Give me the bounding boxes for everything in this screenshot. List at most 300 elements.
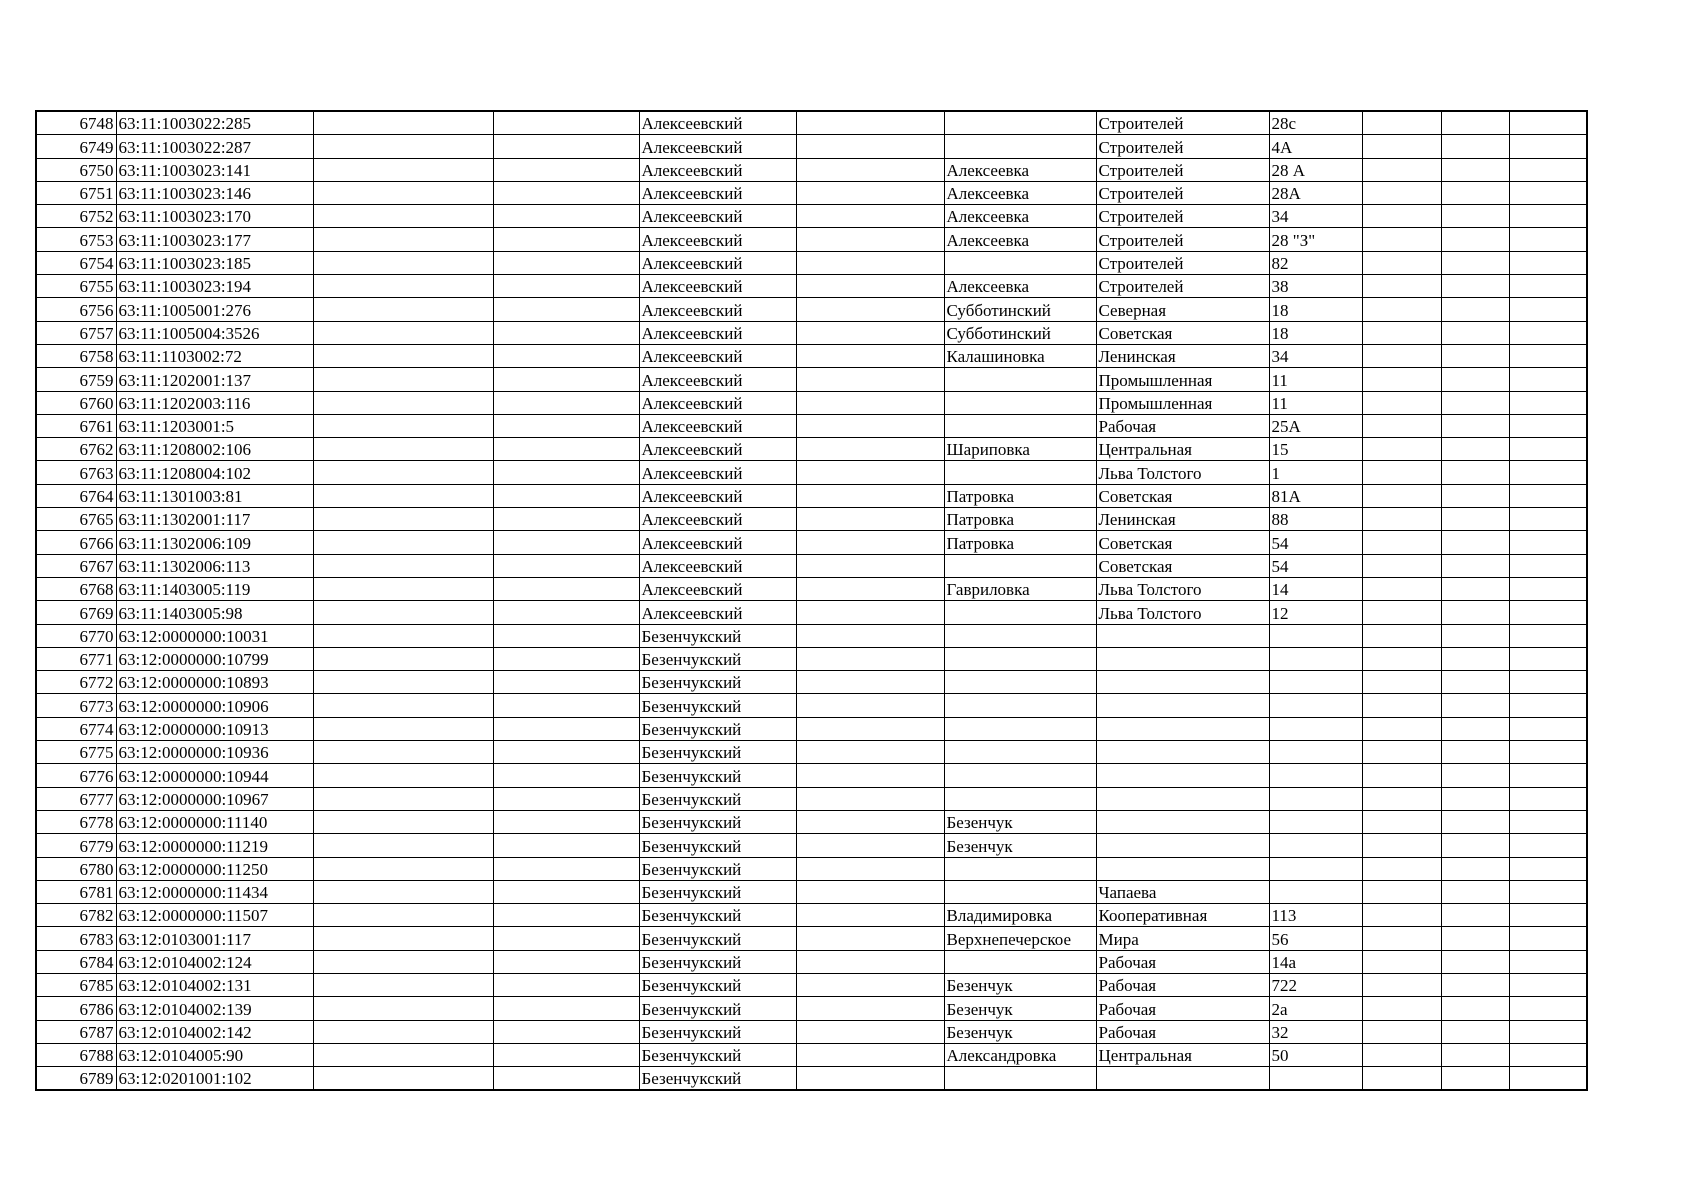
empty-cell: [1441, 950, 1509, 973]
empty-cell: [1441, 135, 1509, 158]
locality-cell: Патровка: [944, 484, 1096, 507]
street-cell: Строителей: [1096, 205, 1269, 228]
empty-cell: [313, 414, 493, 437]
district-cell: Безенчукский: [639, 997, 796, 1020]
empty-cell: [493, 1020, 639, 1043]
cadastral-number: 63:11:1003023:185: [116, 251, 313, 274]
district-cell: Безенчукский: [639, 973, 796, 996]
house-cell: 28А: [1269, 181, 1362, 204]
row-number: 6752: [36, 205, 116, 228]
empty-cell: [1509, 158, 1587, 181]
empty-cell: [1509, 181, 1587, 204]
cadastral-number: 63:11:1403005:119: [116, 577, 313, 600]
locality-cell: Патровка: [944, 508, 1096, 531]
empty-cell: [493, 275, 639, 298]
house-cell: [1269, 857, 1362, 880]
row-number: 6782: [36, 904, 116, 927]
cadastral-number: 63:12:0201001:102: [116, 1067, 313, 1091]
table-row: [36, 1020, 1587, 1043]
table-row: [36, 484, 1587, 507]
empty-cell: [1441, 181, 1509, 204]
district-cell: Алексеевский: [639, 111, 796, 135]
empty-cell: [1441, 1067, 1509, 1091]
locality-cell: Алексеевка: [944, 205, 1096, 228]
row-number: 6783: [36, 927, 116, 950]
empty-cell: [1441, 880, 1509, 903]
table-row: [36, 228, 1587, 251]
empty-cell: [796, 181, 944, 204]
street-cell: Строителей: [1096, 158, 1269, 181]
empty-cell: [313, 577, 493, 600]
empty-cell: [1509, 787, 1587, 810]
empty-cell: [493, 997, 639, 1020]
empty-cell: [313, 927, 493, 950]
empty-cell: [313, 950, 493, 973]
empty-cell: [1441, 671, 1509, 694]
district-cell: Безенчукский: [639, 834, 796, 857]
table-row: [36, 554, 1587, 577]
cadastral-number: 63:12:0103001:117: [116, 927, 313, 950]
empty-cell: [1441, 694, 1509, 717]
empty-cell: [796, 904, 944, 927]
empty-cell: [493, 973, 639, 996]
district-cell: Алексеевский: [639, 438, 796, 461]
cadastral-number: 63:11:1003023:177: [116, 228, 313, 251]
empty-cell: [1441, 1043, 1509, 1066]
locality-cell: Алексеевка: [944, 275, 1096, 298]
locality-cell: [944, 880, 1096, 903]
empty-cell: [1362, 531, 1441, 554]
row-number: 6750: [36, 158, 116, 181]
district-cell: Алексеевский: [639, 298, 796, 321]
empty-cell: [1441, 368, 1509, 391]
empty-cell: [1362, 275, 1441, 298]
district-cell: Безенчукский: [639, 1020, 796, 1043]
locality-cell: [944, 554, 1096, 577]
house-cell: 28 "З": [1269, 228, 1362, 251]
locality-cell: [944, 647, 1096, 670]
empty-cell: [796, 741, 944, 764]
row-number: 6768: [36, 577, 116, 600]
street-cell: Рабочая: [1096, 997, 1269, 1020]
empty-cell: [493, 624, 639, 647]
house-cell: 32: [1269, 1020, 1362, 1043]
street-cell: Кооперативная: [1096, 904, 1269, 927]
row-number: 6759: [36, 368, 116, 391]
empty-cell: [1362, 321, 1441, 344]
cadastral-number: 63:12:0000000:11250: [116, 857, 313, 880]
locality-cell: Субботинский: [944, 321, 1096, 344]
street-cell: Чапаева: [1096, 880, 1269, 903]
table-row: [36, 368, 1587, 391]
locality-cell: [944, 764, 1096, 787]
house-cell: 50: [1269, 1043, 1362, 1066]
cadastral-number: 63:12:0000000:10799: [116, 647, 313, 670]
district-cell: Алексеевский: [639, 228, 796, 251]
locality-cell: Безенчук: [944, 810, 1096, 833]
table-row: [36, 438, 1587, 461]
empty-cell: [1362, 158, 1441, 181]
empty-cell: [796, 787, 944, 810]
cadastral-number: 63:12:0000000:11507: [116, 904, 313, 927]
table-row: [36, 857, 1587, 880]
house-cell: 34: [1269, 344, 1362, 367]
row-number: 6765: [36, 508, 116, 531]
house-cell: 81А: [1269, 484, 1362, 507]
empty-cell: [493, 694, 639, 717]
cadastral-number: 63:11:1302006:113: [116, 554, 313, 577]
district-cell: Безенчукский: [639, 787, 796, 810]
row-number: 6773: [36, 694, 116, 717]
empty-cell: [1441, 741, 1509, 764]
row-number: 6757: [36, 321, 116, 344]
empty-cell: [493, 857, 639, 880]
empty-cell: [493, 927, 639, 950]
empty-cell: [1441, 275, 1509, 298]
empty-cell: [1441, 717, 1509, 740]
table-row: [36, 787, 1587, 810]
cadastral-number: 63:11:1301003:81: [116, 484, 313, 507]
locality-cell: Безенчук: [944, 973, 1096, 996]
empty-cell: [1441, 461, 1509, 484]
empty-cell: [313, 973, 493, 996]
empty-cell: [796, 484, 944, 507]
empty-cell: [1509, 461, 1587, 484]
empty-cell: [493, 251, 639, 274]
empty-cell: [1509, 810, 1587, 833]
empty-cell: [493, 111, 639, 135]
empty-cell: [796, 601, 944, 624]
cadastral-number: 63:12:0104002:142: [116, 1020, 313, 1043]
empty-cell: [1509, 484, 1587, 507]
table-row: [36, 1067, 1587, 1091]
empty-cell: [796, 834, 944, 857]
street-cell: [1096, 834, 1269, 857]
cadastral-number: 63:11:1202003:116: [116, 391, 313, 414]
empty-cell: [796, 205, 944, 228]
locality-cell: Субботинский: [944, 298, 1096, 321]
empty-cell: [1441, 834, 1509, 857]
empty-cell: [313, 857, 493, 880]
empty-cell: [493, 950, 639, 973]
empty-cell: [1509, 344, 1587, 367]
row-number: 6772: [36, 671, 116, 694]
district-cell: Алексеевский: [639, 461, 796, 484]
empty-cell: [1441, 810, 1509, 833]
table-row: [36, 414, 1587, 437]
street-cell: Центральная: [1096, 438, 1269, 461]
cadastral-number: 63:11:1302006:109: [116, 531, 313, 554]
empty-cell: [1362, 205, 1441, 228]
empty-cell: [313, 321, 493, 344]
empty-cell: [1362, 904, 1441, 927]
district-cell: Алексеевский: [639, 577, 796, 600]
empty-cell: [313, 647, 493, 670]
district-cell: Алексеевский: [639, 484, 796, 507]
empty-cell: [313, 810, 493, 833]
empty-cell: [493, 1043, 639, 1066]
empty-cell: [1441, 647, 1509, 670]
locality-cell: [944, 251, 1096, 274]
empty-cell: [1509, 1043, 1587, 1066]
locality-cell: Безенчук: [944, 834, 1096, 857]
empty-cell: [1509, 717, 1587, 740]
cadastral-number: 63:12:0000000:10944: [116, 764, 313, 787]
house-cell: 11: [1269, 368, 1362, 391]
table-row: [36, 111, 1587, 135]
street-cell: Рабочая: [1096, 1020, 1269, 1043]
row-number: 6784: [36, 950, 116, 973]
district-cell: Безенчукский: [639, 880, 796, 903]
empty-cell: [313, 1020, 493, 1043]
empty-cell: [1441, 577, 1509, 600]
locality-cell: Шариповка: [944, 438, 1096, 461]
empty-cell: [493, 647, 639, 670]
district-cell: Безенчукский: [639, 671, 796, 694]
house-cell: [1269, 647, 1362, 670]
empty-cell: [313, 997, 493, 1020]
empty-cell: [796, 158, 944, 181]
house-cell: [1269, 787, 1362, 810]
district-cell: Безенчукский: [639, 810, 796, 833]
empty-cell: [493, 810, 639, 833]
row-number: 6787: [36, 1020, 116, 1043]
table-row: [36, 601, 1587, 624]
cadastral-number: 63:12:0000000:10913: [116, 717, 313, 740]
empty-cell: [1362, 554, 1441, 577]
street-cell: Рабочая: [1096, 973, 1269, 996]
house-cell: 18: [1269, 298, 1362, 321]
cadastral-number: 63:11:1202001:137: [116, 368, 313, 391]
cadastral-number: 63:12:0104002:124: [116, 950, 313, 973]
empty-cell: [493, 601, 639, 624]
empty-cell: [1441, 554, 1509, 577]
empty-cell: [796, 438, 944, 461]
street-cell: [1096, 694, 1269, 717]
row-number: 6756: [36, 298, 116, 321]
table-row: [36, 647, 1587, 670]
empty-cell: [1509, 251, 1587, 274]
empty-cell: [1441, 391, 1509, 414]
empty-cell: [1362, 484, 1441, 507]
row-number: 6762: [36, 438, 116, 461]
district-cell: Алексеевский: [639, 391, 796, 414]
empty-cell: [1362, 461, 1441, 484]
street-cell: [1096, 671, 1269, 694]
empty-cell: [313, 111, 493, 135]
table-row: [36, 391, 1587, 414]
empty-cell: [1362, 181, 1441, 204]
row-number: 6764: [36, 484, 116, 507]
empty-cell: [1509, 694, 1587, 717]
district-cell: Алексеевский: [639, 181, 796, 204]
table-row: [36, 973, 1587, 996]
street-cell: Льва Толстого: [1096, 577, 1269, 600]
empty-cell: [313, 275, 493, 298]
empty-cell: [313, 368, 493, 391]
empty-cell: [1441, 484, 1509, 507]
empty-cell: [1362, 810, 1441, 833]
empty-cell: [1509, 601, 1587, 624]
empty-cell: [1362, 927, 1441, 950]
house-cell: [1269, 671, 1362, 694]
empty-cell: [1362, 880, 1441, 903]
empty-cell: [796, 275, 944, 298]
house-cell: 54: [1269, 554, 1362, 577]
empty-cell: [1509, 671, 1587, 694]
empty-cell: [1362, 624, 1441, 647]
empty-cell: [796, 414, 944, 437]
empty-cell: [1441, 624, 1509, 647]
empty-cell: [313, 251, 493, 274]
district-cell: Безенчукский: [639, 1043, 796, 1066]
district-cell: Безенчукский: [639, 717, 796, 740]
empty-cell: [493, 344, 639, 367]
empty-cell: [1441, 927, 1509, 950]
locality-cell: [944, 391, 1096, 414]
row-number: 6758: [36, 344, 116, 367]
house-cell: 2а: [1269, 997, 1362, 1020]
empty-cell: [313, 181, 493, 204]
table-row: [36, 577, 1587, 600]
street-cell: Строителей: [1096, 275, 1269, 298]
empty-cell: [493, 158, 639, 181]
empty-cell: [1362, 834, 1441, 857]
row-number: 6753: [36, 228, 116, 251]
empty-cell: [1509, 1067, 1587, 1091]
cadastral-number: 63:11:1003023:146: [116, 181, 313, 204]
house-cell: 82: [1269, 251, 1362, 274]
empty-cell: [493, 321, 639, 344]
row-number: 6789: [36, 1067, 116, 1091]
empty-cell: [1441, 787, 1509, 810]
cadastral-number: 63:12:0000000:11434: [116, 880, 313, 903]
empty-cell: [493, 484, 639, 507]
street-cell: Льва Толстого: [1096, 601, 1269, 624]
empty-cell: [1509, 904, 1587, 927]
empty-cell: [796, 973, 944, 996]
street-cell: [1096, 857, 1269, 880]
empty-cell: [1509, 554, 1587, 577]
empty-cell: [1362, 717, 1441, 740]
street-cell: Льва Толстого: [1096, 461, 1269, 484]
cadastral-number: 63:11:1003023:141: [116, 158, 313, 181]
empty-cell: [1509, 531, 1587, 554]
empty-cell: [1362, 135, 1441, 158]
locality-cell: Верхнепечерское: [944, 927, 1096, 950]
street-cell: Мира: [1096, 927, 1269, 950]
empty-cell: [313, 461, 493, 484]
table-row: [36, 508, 1587, 531]
empty-cell: [796, 368, 944, 391]
empty-cell: [313, 694, 493, 717]
empty-cell: [1362, 741, 1441, 764]
street-cell: Центральная: [1096, 1043, 1269, 1066]
empty-cell: [313, 135, 493, 158]
empty-cell: [313, 717, 493, 740]
table-row: [36, 834, 1587, 857]
empty-cell: [313, 508, 493, 531]
street-cell: [1096, 717, 1269, 740]
locality-cell: Александровка: [944, 1043, 1096, 1066]
empty-cell: [313, 158, 493, 181]
district-cell: Алексеевский: [639, 414, 796, 437]
district-cell: Алексеевский: [639, 344, 796, 367]
street-cell: [1096, 647, 1269, 670]
empty-cell: [1362, 950, 1441, 973]
empty-cell: [1362, 973, 1441, 996]
empty-cell: [1509, 577, 1587, 600]
empty-cell: [1441, 298, 1509, 321]
table-row: [36, 880, 1587, 903]
locality-cell: [944, 368, 1096, 391]
empty-cell: [1362, 1067, 1441, 1091]
district-cell: Алексеевский: [639, 508, 796, 531]
empty-cell: [796, 111, 944, 135]
empty-cell: [1509, 321, 1587, 344]
empty-cell: [493, 717, 639, 740]
district-cell: Безенчукский: [639, 1067, 796, 1091]
empty-cell: [1441, 344, 1509, 367]
cadastral-number: 63:11:1103002:72: [116, 344, 313, 367]
house-cell: 18: [1269, 321, 1362, 344]
house-cell: [1269, 880, 1362, 903]
street-cell: [1096, 624, 1269, 647]
street-cell: [1096, 741, 1269, 764]
cadastral-number: 63:12:0104002:139: [116, 997, 313, 1020]
row-number: 6774: [36, 717, 116, 740]
cadastral-number: 63:12:0000000:10031: [116, 624, 313, 647]
table-row: [36, 904, 1587, 927]
table-row: [36, 764, 1587, 787]
district-cell: Алексеевский: [639, 275, 796, 298]
district-cell: Алексеевский: [639, 554, 796, 577]
empty-cell: [493, 554, 639, 577]
house-cell: [1269, 624, 1362, 647]
street-cell: [1096, 764, 1269, 787]
empty-cell: [796, 694, 944, 717]
empty-cell: [1509, 228, 1587, 251]
empty-cell: [493, 391, 639, 414]
empty-cell: [1362, 764, 1441, 787]
house-cell: 14: [1269, 577, 1362, 600]
table-row: [36, 624, 1587, 647]
empty-cell: [796, 1067, 944, 1091]
empty-cell: [1362, 344, 1441, 367]
row-number: 6748: [36, 111, 116, 135]
empty-cell: [796, 251, 944, 274]
empty-cell: [1441, 997, 1509, 1020]
empty-cell: [493, 741, 639, 764]
house-cell: [1269, 764, 1362, 787]
empty-cell: [1441, 414, 1509, 437]
empty-cell: [493, 368, 639, 391]
district-cell: Алексеевский: [639, 251, 796, 274]
street-cell: Строителей: [1096, 228, 1269, 251]
street-cell: Рабочая: [1096, 414, 1269, 437]
empty-cell: [1509, 741, 1587, 764]
empty-cell: [1509, 391, 1587, 414]
empty-cell: [313, 1067, 493, 1091]
house-cell: 28с: [1269, 111, 1362, 135]
house-cell: [1269, 717, 1362, 740]
empty-cell: [796, 298, 944, 321]
empty-cell: [1509, 880, 1587, 903]
empty-cell: [1362, 414, 1441, 437]
locality-cell: [944, 461, 1096, 484]
district-cell: Алексеевский: [639, 531, 796, 554]
empty-cell: [493, 181, 639, 204]
